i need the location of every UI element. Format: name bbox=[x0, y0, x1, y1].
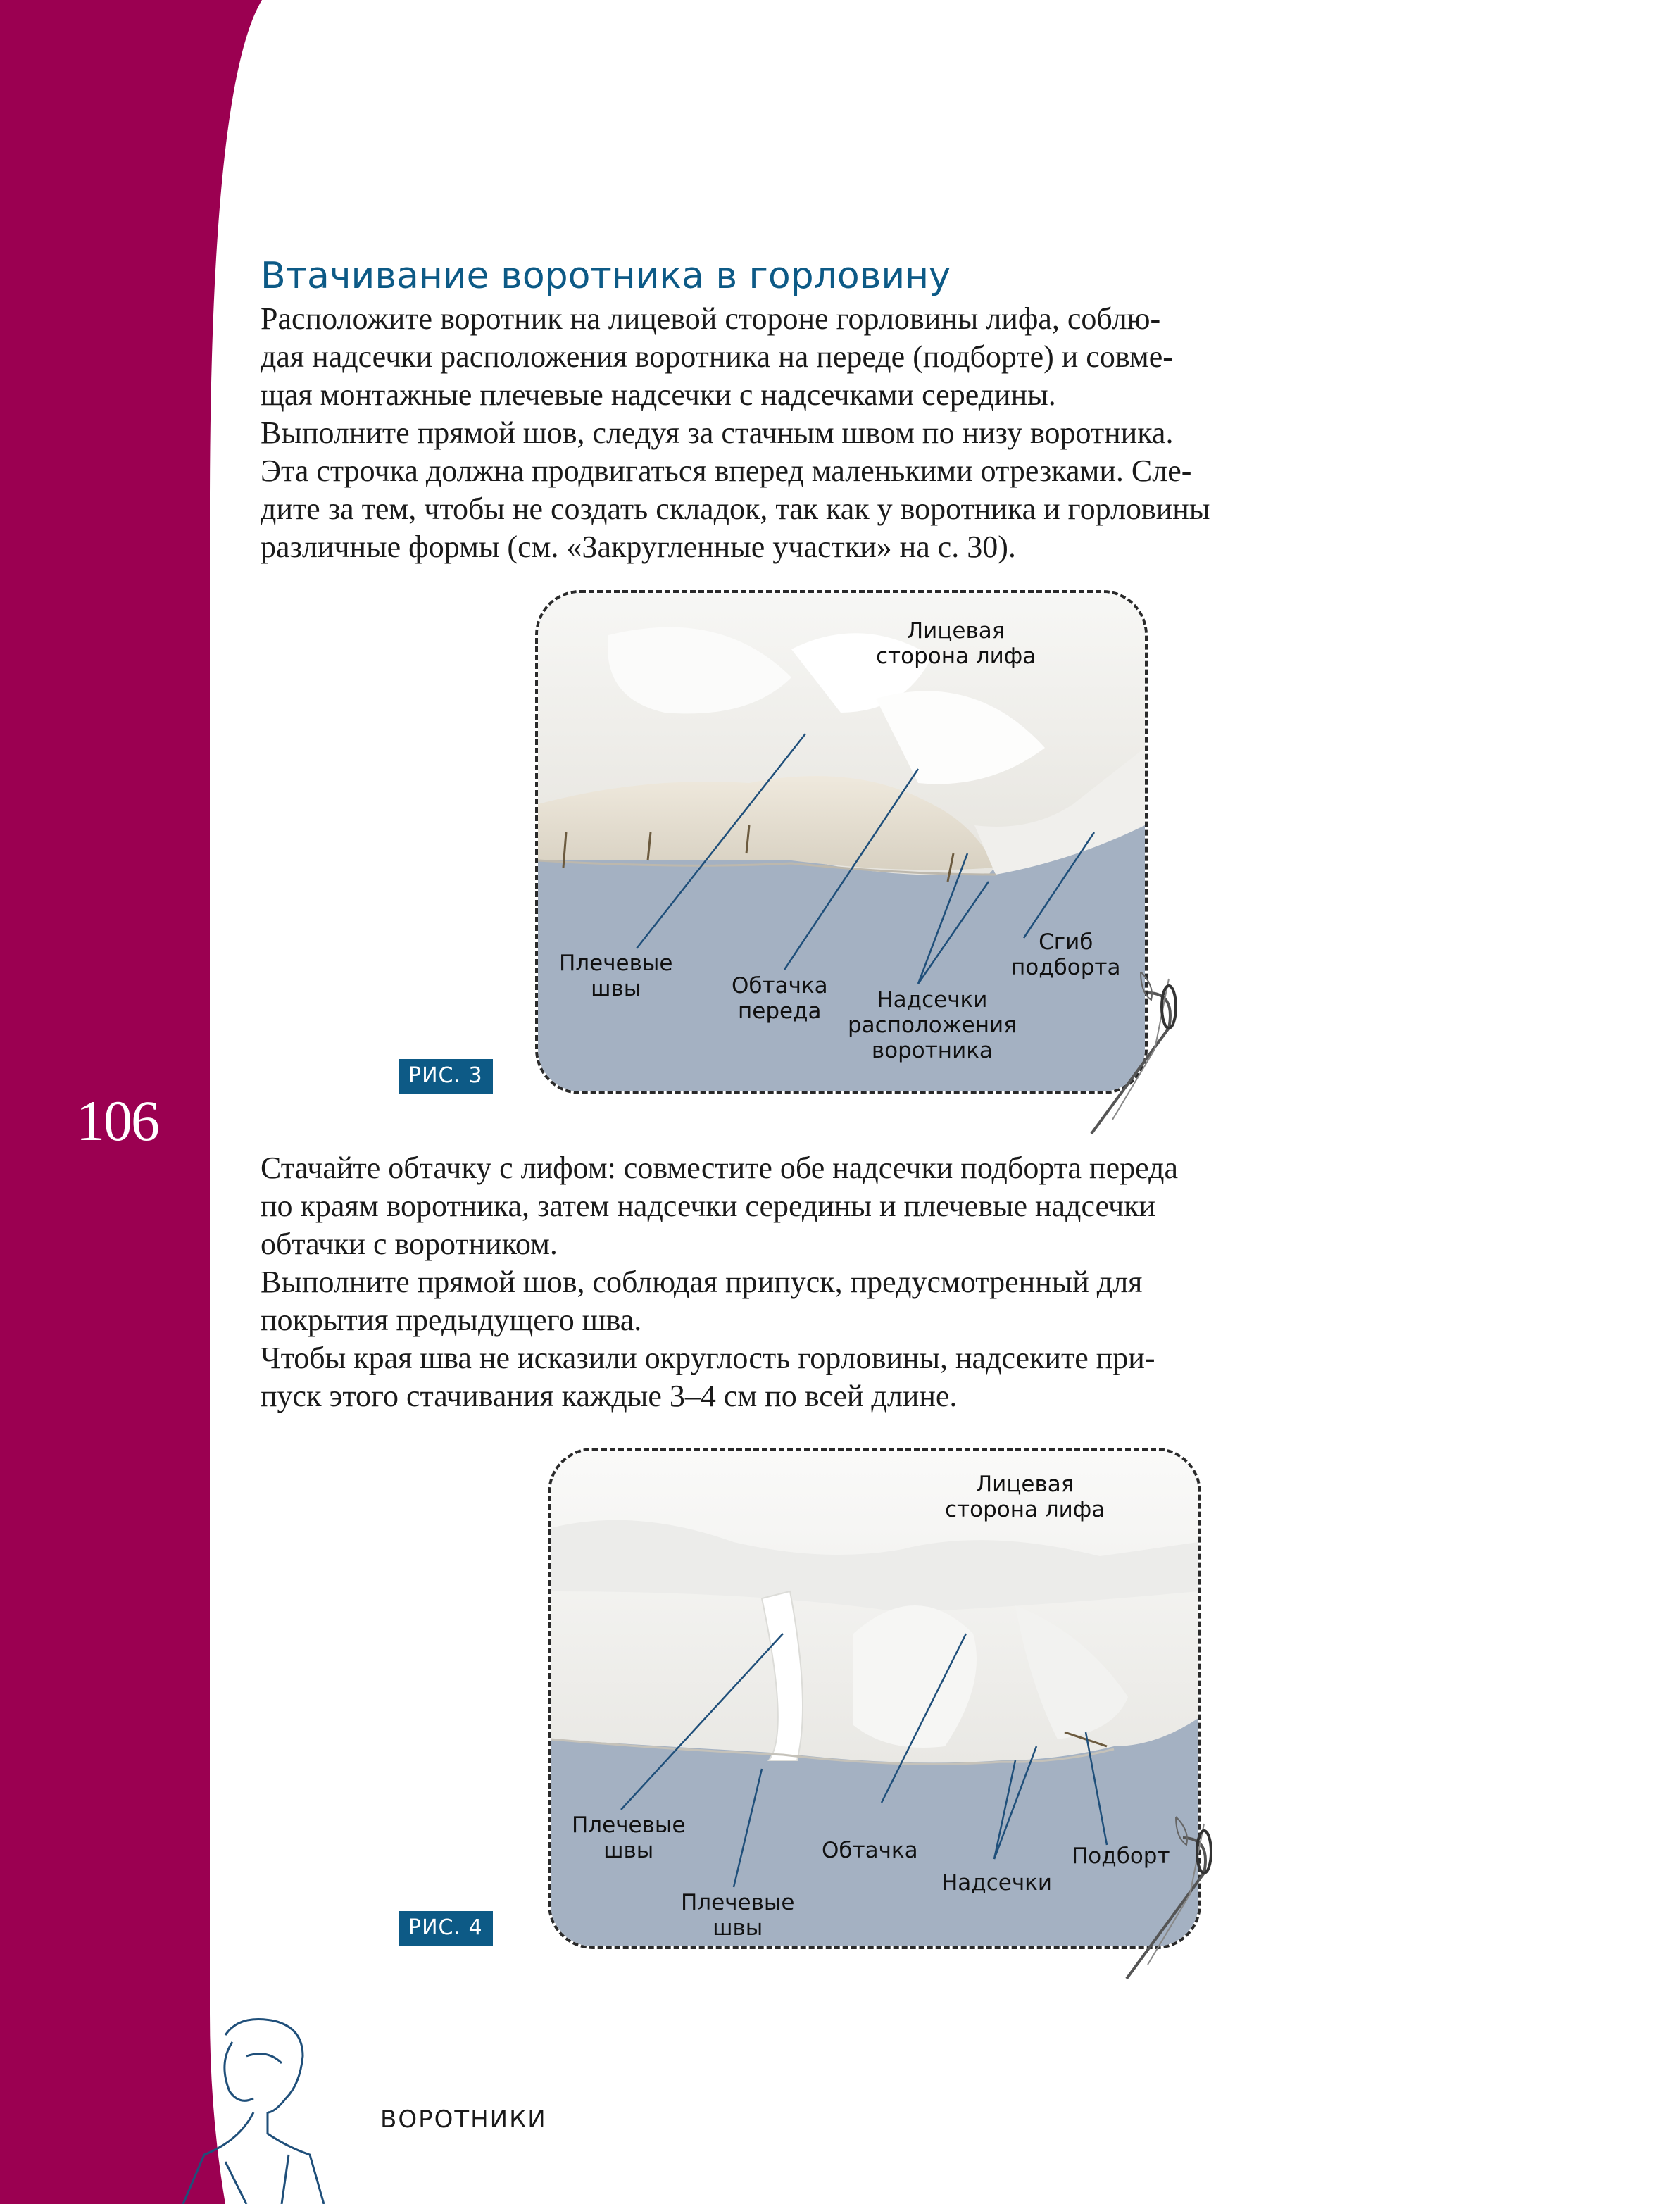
text-line: Выполните прямой шов, соблюдая припуск, предусмотренный для bbox=[261, 1265, 1143, 1299]
label-right-side bbox=[945, 1472, 1105, 1522]
label-line: Сгиб bbox=[1039, 929, 1093, 955]
section-heading: Втачивание воротника в горловину bbox=[261, 255, 951, 297]
paragraph-1 bbox=[261, 300, 1380, 566]
text-line: Чтобы края шва не исказили округлость горловины, надсеките при- bbox=[261, 1341, 1155, 1375]
label-shoulder-seams-a bbox=[572, 1812, 685, 1863]
label-line: расположения bbox=[848, 1013, 1017, 1038]
figure-4-tag: РИС. 4 bbox=[399, 1911, 493, 1946]
needle-icon bbox=[1105, 1810, 1232, 1993]
text-line: Выполните прямой шов, следуя за стачным швом по низу воротника. bbox=[261, 415, 1174, 450]
label-line: Плечевые bbox=[681, 1890, 795, 1915]
text-line: покрытия предыдущего шва. bbox=[261, 1303, 642, 1337]
label-line: воротника bbox=[871, 1038, 993, 1063]
text-line: пуск этого стачивания каждые 3–4 см по всей длине. bbox=[261, 1379, 958, 1413]
label-line: Плечевые bbox=[559, 951, 673, 976]
text-line: дите за тем, чтобы не создать складок, так как у воротника и горловины bbox=[261, 491, 1210, 526]
label-shoulder-seams-b bbox=[681, 1890, 794, 1941]
label-line: переда bbox=[738, 998, 822, 1024]
figure-4-leader-lines bbox=[551, 1451, 1198, 1946]
text-line: различные формы (см. «Закругленные участки» на с. 30). bbox=[261, 530, 1016, 564]
label-line: подборта bbox=[1011, 955, 1121, 980]
text-line: щая монтажные плечевые надсечки с надсечками середины. bbox=[261, 377, 1056, 412]
text-line: дая надсечки расположения воротника на переде (подборте) и совме- bbox=[261, 339, 1173, 374]
label-facing-front: Подборт bbox=[1072, 1843, 1170, 1869]
woman-sketch-icon bbox=[162, 2014, 345, 2204]
label-line: швы bbox=[713, 1915, 763, 1941]
figure-3-leader-lines bbox=[538, 593, 1145, 1091]
text-line: Стачайте обтачку с лифом: совместите обе надсечки подборта переда bbox=[261, 1151, 1178, 1185]
label-line: сторона лифа bbox=[945, 1497, 1105, 1522]
label-line: Плечевые bbox=[572, 1812, 686, 1838]
figure-3-tag: РИС. 3 bbox=[399, 1059, 493, 1094]
label-front-facing bbox=[732, 973, 828, 1024]
footer-chapter: ВОРОТНИКИ bbox=[380, 2105, 547, 2134]
label-line: Обтачка bbox=[732, 973, 828, 998]
label-line: Надсечки bbox=[877, 987, 988, 1013]
label-right-side bbox=[876, 618, 1036, 669]
needle-icon bbox=[1070, 965, 1197, 1148]
page-number: 106 bbox=[76, 1089, 158, 1153]
figure-4 bbox=[548, 1448, 1201, 1949]
label-line: сторона лифа bbox=[876, 644, 1036, 669]
text-line: обтачки с воротником. bbox=[261, 1227, 558, 1261]
figure-3 bbox=[535, 590, 1148, 1094]
label-notches: Надсечки bbox=[941, 1870, 1053, 1896]
label-line: Лицевая bbox=[906, 618, 1005, 644]
label-collar-notches bbox=[848, 987, 1017, 1063]
label-shoulder-seams bbox=[559, 951, 672, 1001]
text-line: Расположите воротник на лицевой стороне горловины лифа, соблю- bbox=[261, 301, 1161, 336]
label-facing: Обтачка bbox=[822, 1838, 918, 1863]
label-line: Лицевая bbox=[975, 1472, 1074, 1497]
label-line: швы bbox=[591, 976, 641, 1001]
text-line: по краям воротника, затем надсечки середины и плечевые надсечки bbox=[261, 1189, 1155, 1223]
paragraph-2 bbox=[261, 1149, 1380, 1415]
label-line: швы bbox=[603, 1838, 654, 1863]
text-line: Эта строчка должна продвигаться вперед маленькими отрезками. Сле- bbox=[261, 453, 1192, 488]
